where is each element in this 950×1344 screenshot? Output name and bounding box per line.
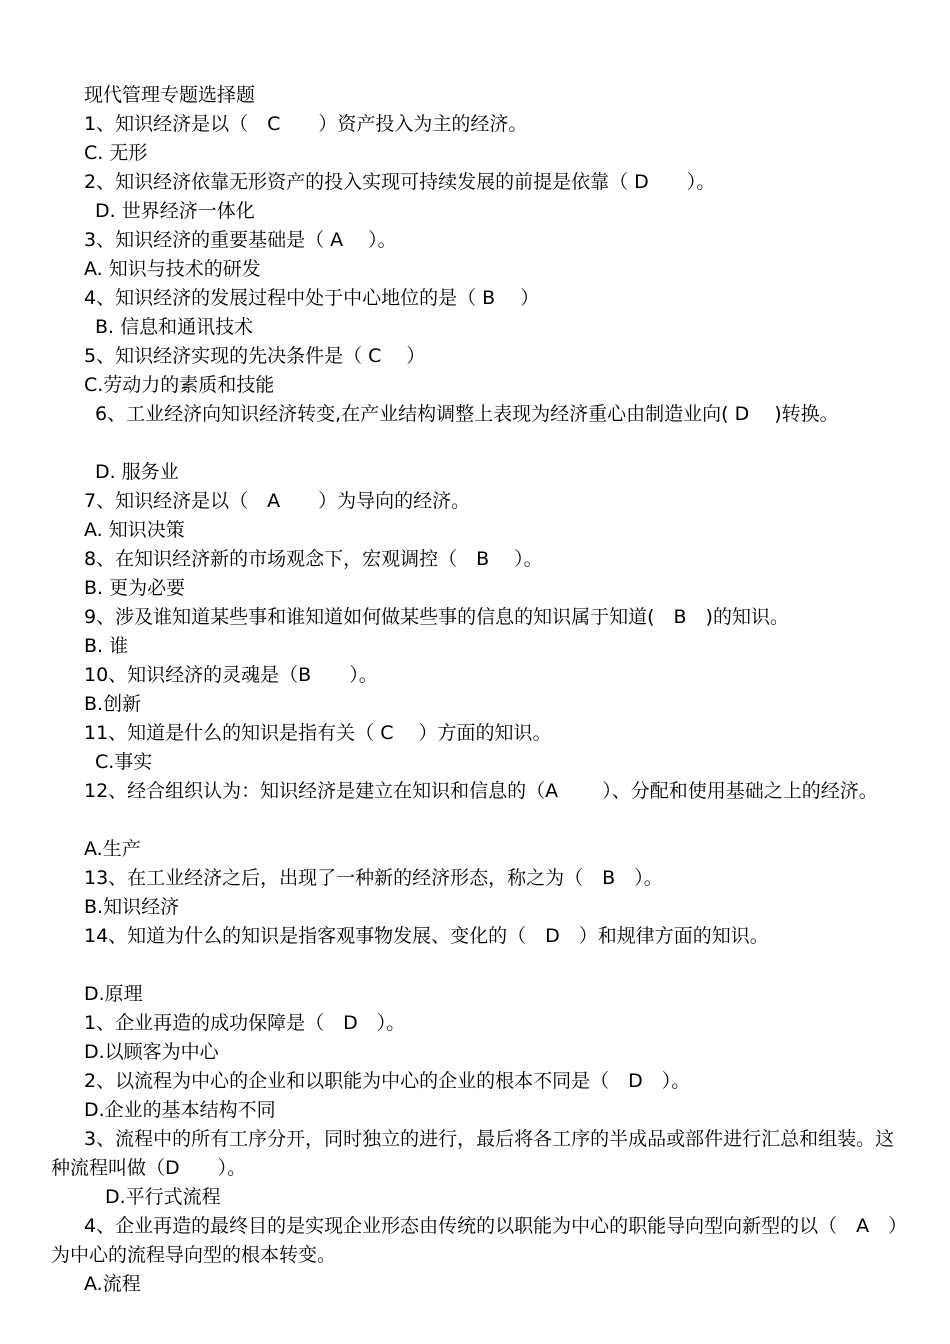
answer-line: D.以顾客为中心	[84, 1041, 219, 1063]
question-line: 1、知识经济是以（ C ）资产投入为主的经济。	[84, 113, 528, 135]
question-line: 7、知识经济是以（ A ）为导向的经济。	[84, 490, 471, 512]
question-line: 3、知识经济的重要基础是（ A ）。	[84, 229, 397, 251]
question-line: 14、知道为什么的知识是指客观事物发展、变化的（ D ）和规律方面的知识。	[84, 925, 769, 947]
answer-line: D.企业的基本结构不同	[84, 1099, 276, 1121]
answer-line: B. 信息和通讯技术	[95, 316, 254, 338]
answer-line: D.原理	[84, 983, 143, 1005]
question-line: 3、流程中的所有工序分开，同时独立的进行，最后将各工序的半成品或部件进行汇总和组装。这种流程叫做（D ）。	[51, 1128, 895, 1179]
question-line: 8、在知识经济新的市场观念下，宏观调控（ B ）。	[84, 548, 543, 570]
question-line: 2、知识经济依靠无形资产的投入实现可持续发展的前提是依靠（ D ）。	[84, 171, 716, 193]
question-line: 5、知识经济实现的先决条件是（ C ）	[84, 345, 426, 367]
question-line: 6、工业经济向知识经济转变,在产业结构调整上表现为经济重心由制造业向( D )转换。	[95, 403, 839, 425]
question-line: 9、涉及谁知道某些事和谁知道如何做某些事的信息的知识属于知道( B )的知识。	[84, 606, 789, 628]
answer-line: C.事实	[95, 751, 153, 773]
answer-line: A. 知识决策	[84, 519, 185, 541]
question-line: 11、知道是什么的知识是指有关（ C ）方面的知识。	[84, 722, 552, 744]
question-line: 1、企业再造的成功保障是（ D ）。	[84, 1012, 406, 1034]
answer-line: B. 谁	[84, 635, 129, 657]
question-line: 4、企业再造的最终目的是实现企业形态由传统的以职能为中心的职能导向型向新型的以（ A ）为中心的流程导向型的根本转变。	[51, 1215, 898, 1266]
answer-line: A.流程	[84, 1273, 141, 1295]
question-line: 4、知识经济的发展过程中处于中心地位的是（ B ）	[84, 287, 540, 309]
question-line: 10、知识经济的灵魂是（B ）。	[84, 664, 378, 686]
answer-line: A.生产	[84, 838, 141, 860]
answer-line: D. 世界经济一体化	[95, 200, 255, 222]
answer-line: B.知识经济	[84, 896, 180, 918]
question-line: 2、以流程为中心的企业和以职能为中心的企业的根本不同是（ D ）。	[84, 1070, 691, 1092]
answer-line: B.创新	[84, 693, 142, 715]
answer-line: B. 更为必要	[84, 577, 186, 599]
answer-line: C.劳动力的素质和技能	[84, 374, 275, 396]
answer-line: A. 知识与技术的研发	[84, 258, 261, 280]
answer-line: C. 无形	[84, 142, 148, 164]
question-line: 12、经合组织认为：知识经济是建立在知识和信息的（A ）、分配和使用基础之上的经济。	[84, 780, 878, 802]
question-line: 13、在工业经济之后，出现了一种新的经济形态，称之为（ B ）。	[84, 867, 663, 889]
document-title: 现代管理专题选择题	[84, 84, 256, 106]
answer-line: D.平行式流程	[105, 1186, 221, 1208]
answer-line: D. 服务业	[95, 461, 179, 483]
